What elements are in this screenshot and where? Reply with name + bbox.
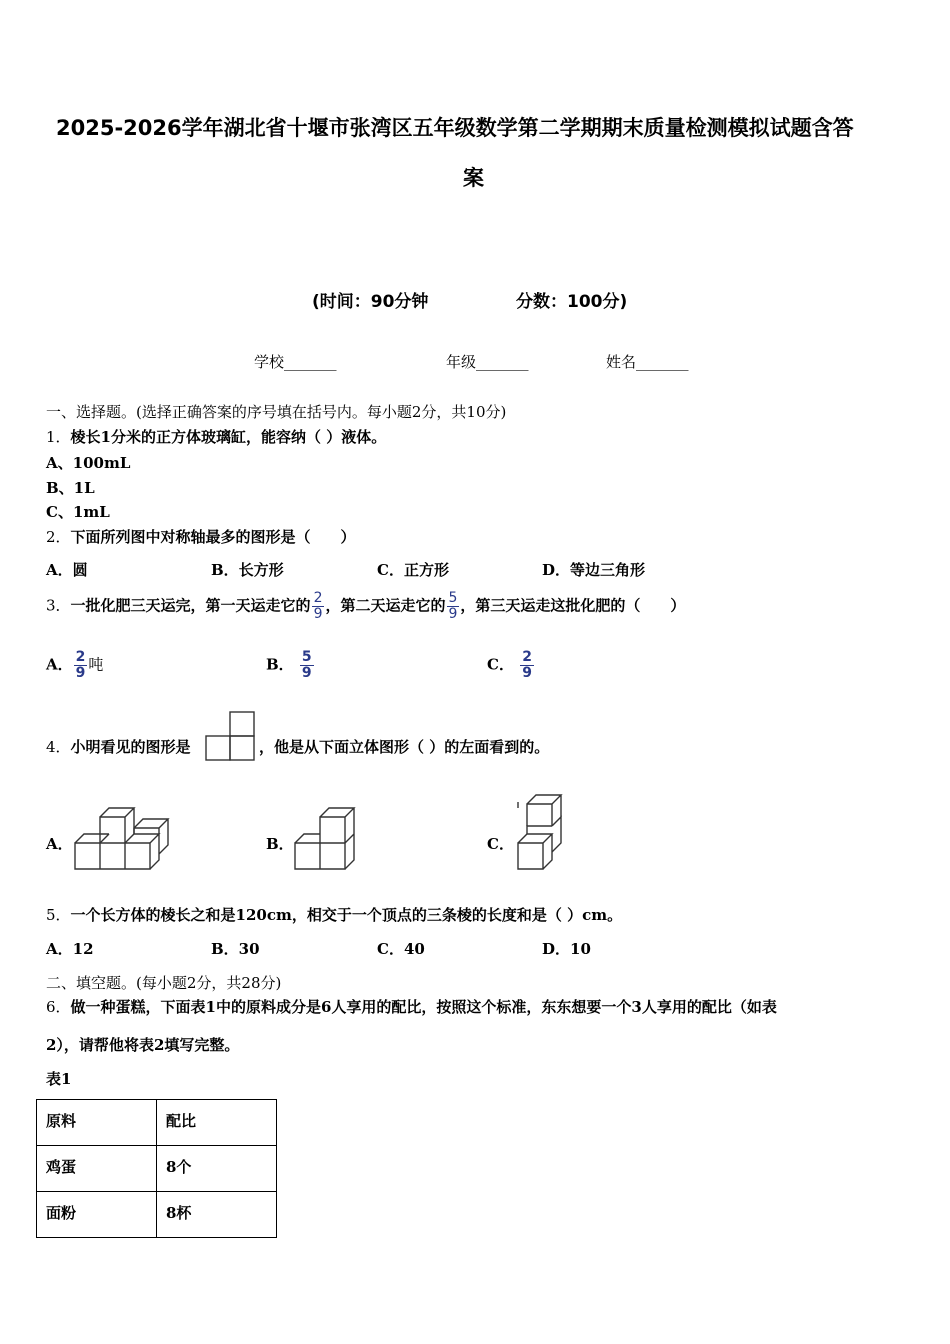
table-cell: 配比	[157, 1100, 277, 1146]
q2	[46, 526, 356, 547]
q3-a-label: A．	[46, 655, 73, 674]
q1-number: 1．	[46, 428, 71, 446]
q4-option-c: C．	[487, 835, 514, 853]
q1-text: 棱长1分米的正方体玻璃缸，能容纳（ ）液体。	[70, 428, 387, 446]
q3	[46, 591, 685, 622]
q6-text-line2: 2），请帮他将表2填写完整。	[46, 1036, 240, 1054]
q4-text2: ，他是从下面立体图形（ ）的左面看到的。	[259, 738, 550, 756]
table-row	[37, 1192, 277, 1238]
q3-a-num: 2	[75, 649, 86, 665]
q3-c-label: C．	[487, 655, 514, 674]
q1-option-b: B、1L	[46, 479, 95, 497]
q3-b-fraction	[300, 650, 314, 681]
q2-option-b: B．长方形	[211, 561, 284, 579]
recipe-table-1	[36, 1099, 277, 1238]
q4-number: 4．	[46, 738, 71, 756]
q1-option-c: C、1mL	[46, 503, 110, 521]
q6-line1	[46, 996, 777, 1017]
q3-a-den: 9	[75, 665, 86, 681]
q3-number: 3．	[46, 596, 71, 615]
q3-text2: ，第二天运走它的	[325, 596, 446, 615]
table-cell: 鸡蛋	[37, 1146, 157, 1192]
q3-f1-num: 2	[313, 590, 323, 606]
table-cell: 面粉	[37, 1192, 157, 1238]
table-cell: 8个	[157, 1146, 277, 1192]
q3-f2-num: 5	[448, 590, 458, 606]
q3-a-unit: 吨	[88, 655, 104, 674]
q3-c-num: 2	[522, 649, 532, 665]
q4-solid-b	[292, 800, 362, 872]
q3-option-c	[487, 650, 535, 681]
q3-fraction-1	[312, 591, 325, 622]
q3-text3: ，第三天运走这批化肥的（ ）	[460, 596, 686, 615]
q3-b-den: 9	[301, 665, 312, 681]
q4-text1: 小明看见的图形是	[70, 738, 191, 756]
q3-option-b	[266, 650, 315, 681]
grade-field: 年级_______	[446, 353, 529, 371]
table-row	[37, 1146, 277, 1192]
q3-text1: 一批化肥三天运完，第一天运走它的	[70, 596, 311, 615]
q4-line-start	[46, 736, 191, 757]
q5-text: 一个长方体的棱长之和是120cm，相交于一个顶点的三条棱的长度和是（ ）cm。	[70, 906, 623, 924]
q3-f2-den: 9	[448, 606, 458, 622]
q3-option-a	[46, 650, 103, 681]
q2-option-a: A．圆	[46, 561, 88, 579]
q5-option-a: A．12	[46, 940, 94, 958]
q6-number: 6．	[46, 998, 71, 1016]
q3-a-fraction	[74, 650, 88, 681]
q1-option-a: A、100mL	[46, 454, 131, 472]
exam-score: 分数：100分)	[516, 292, 628, 312]
q2-number: 2．	[46, 528, 71, 546]
q4-option-b: B．	[266, 835, 294, 853]
q5-option-d: D．10	[542, 940, 591, 958]
q5-option-b: B．30	[211, 940, 260, 958]
table1-title: 表1	[46, 1070, 72, 1088]
q3-c-den: 9	[522, 665, 532, 681]
section2-heading: 二、填空题。(每小题2分，共28分)	[46, 974, 282, 992]
table-row	[37, 1100, 277, 1146]
q1	[46, 426, 386, 447]
q4-solid-c	[513, 792, 569, 872]
name-field: 姓名_______	[606, 353, 689, 371]
page-title-line2: 案	[463, 166, 484, 190]
q3-f1-den: 9	[313, 606, 323, 622]
school-field: 学校_______	[254, 353, 337, 371]
q2-option-d: D．等边三角形	[542, 561, 646, 579]
table-cell: 8杯	[157, 1192, 277, 1238]
q3-b-label: B．	[266, 655, 294, 674]
exam-time: (时间：90分钟	[312, 292, 429, 312]
q4-option-a: A．	[46, 835, 73, 853]
q4-view-figure	[205, 710, 257, 764]
page-title-line1: 2025-2026学年湖北省十堰市张湾区五年级数学第二学期期末质量检测模拟试题含答	[56, 116, 854, 140]
q2-text: 下面所列图中对称轴最多的图形是（ ）	[70, 528, 356, 546]
q4-solid-a	[72, 800, 176, 872]
q2-option-c: C．正方形	[377, 561, 449, 579]
q3-fraction-2	[447, 591, 460, 622]
q5-option-c: C．40	[377, 940, 425, 958]
q3-c-fraction	[520, 650, 534, 681]
q3-b-num: 5	[301, 649, 312, 665]
q5-number: 5．	[46, 906, 71, 924]
section1-heading: 一、选择题。(选择正确答案的序号填在括号内。每小题2分，共10分)	[46, 403, 507, 421]
table-cell: 原料	[37, 1100, 157, 1146]
q6-text-line1: 做一种蛋糕，下面表1中的原料成分是6人享用的配比，按照这个标准，东东想要一个3人享用的配比（如表	[70, 998, 777, 1016]
q5	[46, 904, 622, 925]
